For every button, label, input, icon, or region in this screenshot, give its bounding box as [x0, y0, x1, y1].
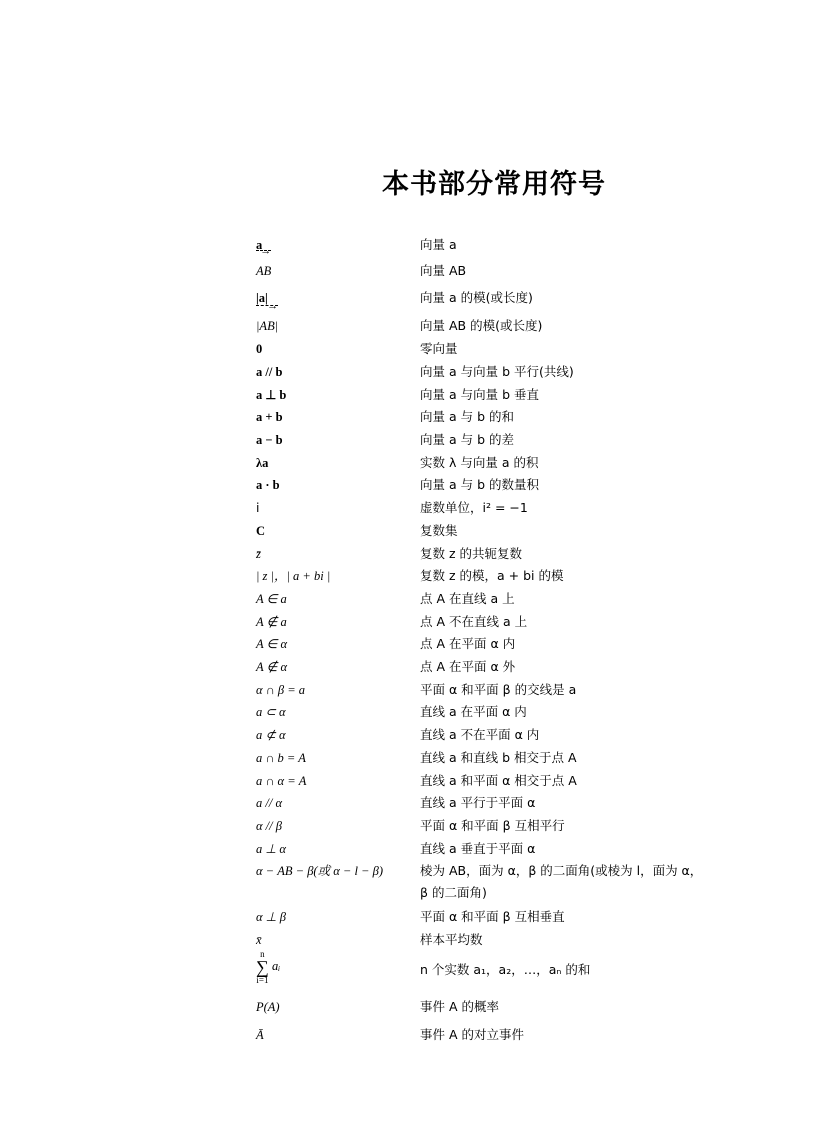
description: 点 A 在平面 α 内 — [420, 636, 516, 651]
sum-term: aᵢ — [271, 958, 281, 973]
description: 直线 a 垂直于平面 α — [420, 841, 536, 856]
symbol: a + b — [256, 410, 283, 424]
symbol — [256, 949, 280, 985]
symbol: a ⊥ α — [256, 842, 286, 856]
symbol: α ⊥ β — [256, 910, 286, 924]
description: 复数集 — [420, 523, 458, 538]
description: 平面 α 和平面 β 的交线是 a — [420, 682, 577, 697]
description: 向量 AB 的模(或长度) — [420, 318, 543, 333]
symbol: λa — [256, 456, 269, 470]
symbol: a ⊂ α — [256, 705, 286, 719]
description: 直线 a 不在平面 α 内 — [420, 727, 540, 742]
symbol: a ∩ b = A — [256, 751, 306, 765]
symbol: z̄ — [256, 547, 261, 561]
description: 向量 a 的模(或长度) — [420, 290, 533, 305]
description: 点 A 不在直线 a 上 — [420, 614, 528, 629]
description: 平面 α 和平面 β 互相平行 — [420, 818, 565, 833]
page-title: 本书部分常用符号 — [382, 169, 606, 200]
symbol: Ā — [256, 1028, 264, 1042]
description: 向量 a 与向量 b 平行(共线) — [420, 364, 574, 379]
sum-upper-limit: n — [260, 949, 265, 959]
description: 事件 A 的概率 — [420, 999, 499, 1014]
vector-symbol: → |AB| — [256, 317, 278, 335]
description: 棱为 AB，面为 α，β 的二面角(或棱为 l，面为 α，β 的二面角) — [420, 863, 703, 900]
description: n 个实数 a₁，a₂，…，aₙ 的和 — [420, 962, 591, 977]
description: 点 A 在平面 α 外 — [420, 659, 516, 674]
symbol: a — [256, 238, 263, 252]
description: 虚数单位，i² = −1 — [420, 500, 528, 515]
description: 向量 a 与 b 的和 — [420, 409, 514, 424]
symbol: C — [256, 524, 266, 538]
symbol: α − AB − β(或 α − l − β) — [256, 864, 384, 878]
description: 直线 a 在平面 α 内 — [420, 704, 527, 719]
description: 直线 a 和平面 α 相交于点 A — [420, 773, 577, 788]
sigma-icon: ∑ — [256, 957, 269, 977]
symbol: A ∈ a — [256, 592, 287, 606]
summation-symbol — [256, 949, 269, 985]
description: 复数 z 的模，a + bi 的模 — [420, 568, 564, 583]
description: 直线 a 平行于平面 α — [420, 795, 536, 810]
description: 向量 AB — [420, 263, 467, 278]
sum-lower-limit: i=1 — [256, 975, 269, 985]
description: 直线 a 和直线 b 相交于点 A — [420, 750, 577, 765]
description: 点 A 在直线 a 上 — [420, 591, 515, 606]
description: 平面 α 和平面 β 互相垂直 — [420, 909, 565, 924]
symbol: α ∩ β = a — [256, 683, 305, 697]
symbol — [256, 317, 278, 335]
symbol: A ∈ α — [256, 637, 288, 651]
description: 零向量 — [420, 341, 458, 356]
symbol: A ∉ a — [256, 615, 287, 629]
symbol: A ∉ α — [256, 660, 288, 674]
vector-symbol: → AB — [256, 262, 271, 280]
symbol: P(A) — [256, 1000, 280, 1014]
description: 向量 a 与向量 b 垂直 — [420, 387, 539, 402]
description: 实数 λ 与向量 a 的积 — [420, 455, 539, 470]
symbol: α // β — [256, 819, 282, 833]
description: 向量 a 与 b 的数量积 — [420, 477, 539, 492]
description: 向量 a 与 b 的差 — [420, 432, 514, 447]
symbol: | z |，| a + bi | — [256, 569, 331, 583]
description: 向量 a — [420, 237, 457, 252]
symbol: x̄ — [256, 933, 262, 947]
symbol: a − b — [256, 433, 283, 447]
symbol: a ⊥ b — [256, 388, 287, 402]
symbol: a ∩ α = A — [256, 774, 307, 788]
symbol: a // α — [256, 796, 283, 810]
symbol: i — [256, 500, 260, 515]
symbol — [256, 262, 271, 280]
symbol: a // b — [256, 365, 283, 379]
symbol: a ⊄ α — [256, 728, 286, 742]
description: 复数 z 的共轭复数 — [420, 546, 523, 561]
description: 事件 A 的对立事件 — [420, 1027, 524, 1042]
symbol: a · b — [256, 478, 280, 492]
description: 样本平均数 — [420, 932, 483, 947]
symbol: 0 — [256, 342, 263, 356]
symbol: |a| — [256, 291, 268, 305]
